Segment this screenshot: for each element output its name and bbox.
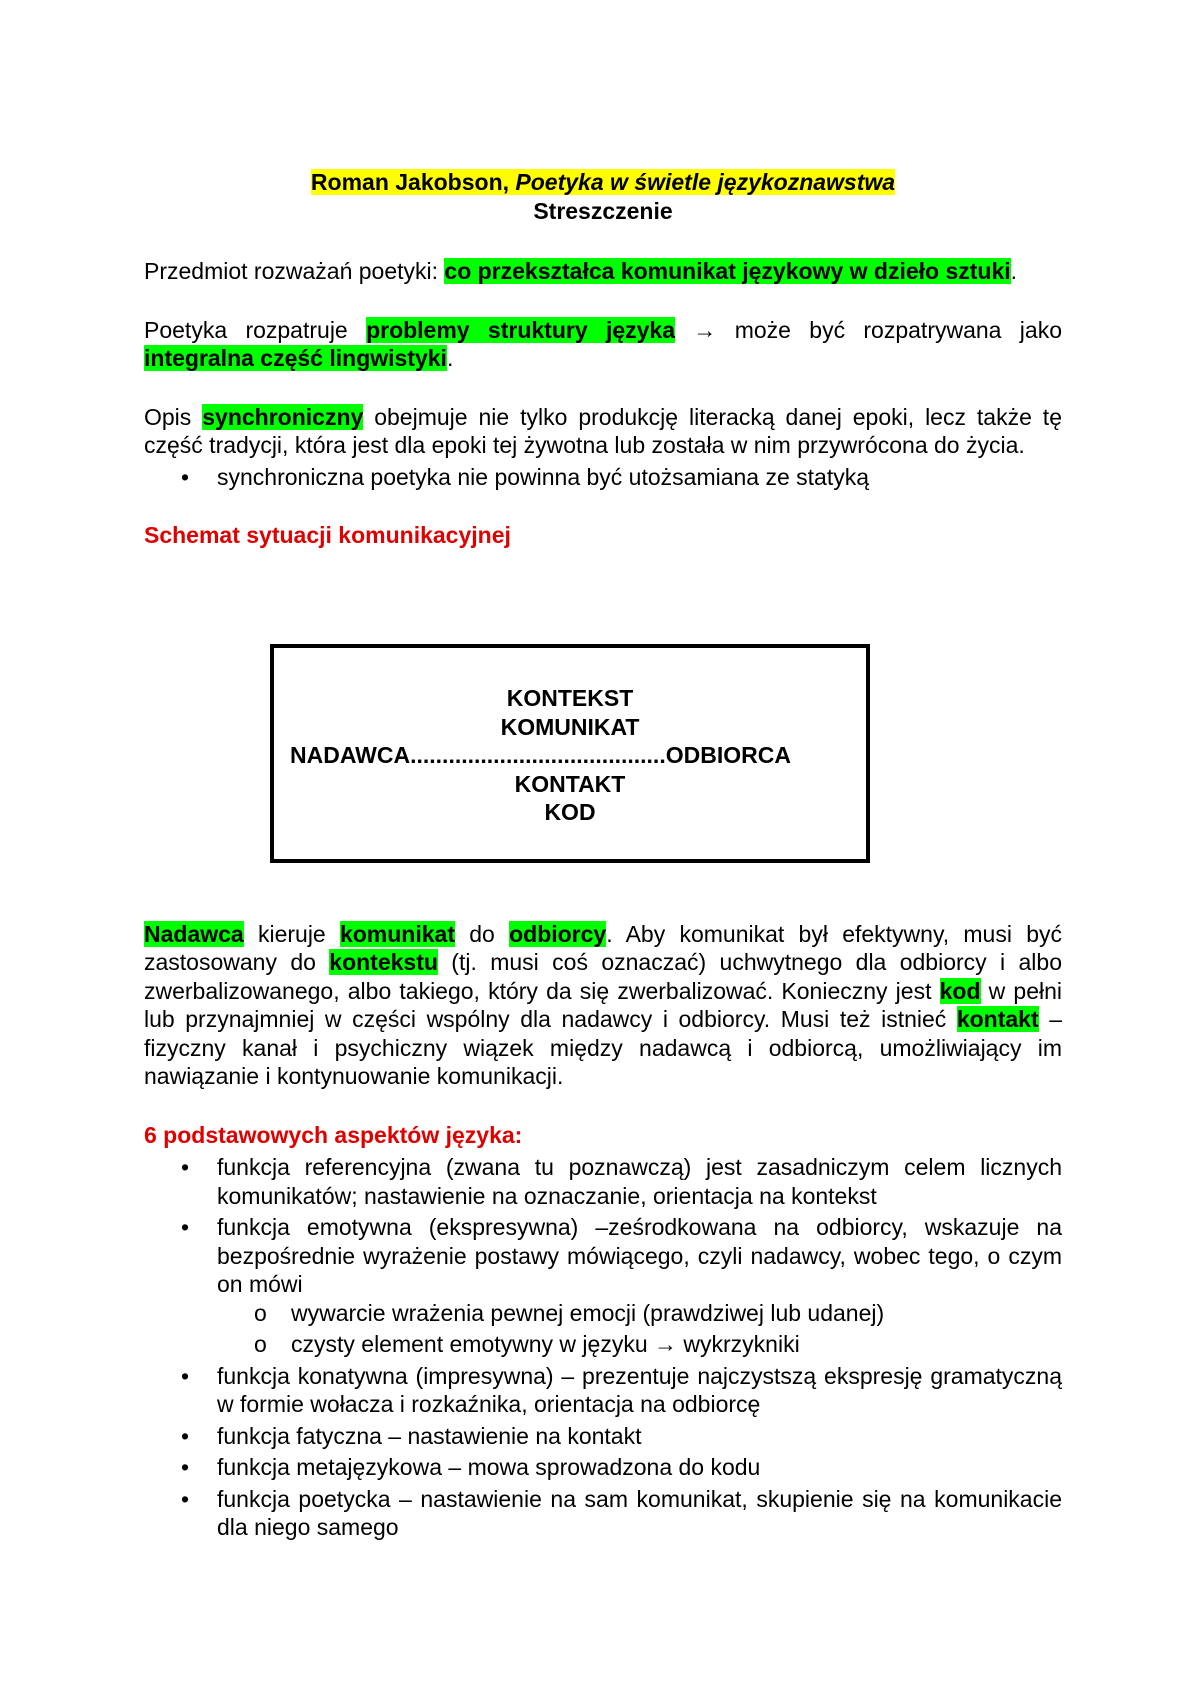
title-work: Poetyka w świetle językoznawstwa [515, 169, 896, 195]
text-span: (tj. musi coś oznaczać) uchwytnego dla odbiorcy i albo zwerbalizowanego, albo takiego, który da się zwerbalizować. Konieczny jest [144, 949, 1062, 1004]
list-item-text: funkcja emotywna (ekspresywna) –ześrodkowana na odbiorcy, wskazuje na bezpośrednie wyrażenie postawy mówiącego, czyli nadawcy, wobec tego, o czym on mówi [217, 1214, 1062, 1297]
list-item: • funkcja metajęzykowa – mowa sprowadzona do kodu [144, 1453, 1062, 1482]
highlight-span: kontakt [956, 1006, 1039, 1032]
communication-schema-box [270, 644, 870, 863]
schema-code: KOD [544, 799, 596, 825]
sub-item-text: wywarcie wrażenia pewnej emocji (prawdziwej lub udanej) [291, 1299, 885, 1326]
highlight-span: odbiorcy [509, 920, 607, 947]
paragraph-communication [144, 920, 1062, 1091]
text-span: do [455, 920, 510, 947]
schema-contact: KONTAKT [514, 770, 626, 797]
circle-bullet-icon: o [254, 1299, 267, 1326]
text-span: Przedmiot rozważań poetyki: [144, 258, 445, 284]
highlight-span: integralna część lingwistyki [144, 345, 447, 371]
highlight-span: kod [939, 977, 981, 1004]
highlight-span: synchroniczny [202, 403, 364, 430]
text-span: Opis [144, 403, 203, 430]
bullet-list-synchronic [144, 463, 1062, 492]
list-item: • funkcja referencyjna (zwana tu poznawczą) jest zasadniczym celem licznych komunikatów; nastawienie na oznaczanie, orientacja na kontekst [144, 1153, 1062, 1210]
sub-item-text: wykrzykniki [677, 1331, 800, 1357]
list-item: • synchroniczna poetyka nie powinna być utożsamiana ze statyką [144, 463, 1062, 492]
text-span: – fizyczny kanał i psychiczny wiązek między nadawcą i odbiorcą, umożliwiający im nawiązanie i kontynuowanie komunikacji. [144, 1006, 1062, 1089]
sub-list-item [144, 1330, 1062, 1359]
text-span: . Aby komunikat był efektywny, musi być zastosowany do [144, 920, 1062, 975]
text-span: obejmuje nie tylko produkcję literacką danej epoki, lecz także tę część tradycji, która jest dla epoki tej żywotna lub została w nim przywrócona do życia. [144, 403, 1062, 458]
sub-list-emotive [217, 1299, 1062, 1359]
schema-lines [274, 684, 866, 827]
list-item: • funkcja poetycka – nastawienie na sam komunikat, skupienie się na komunikacie dla niego samego [144, 1485, 1062, 1542]
arrow-right-icon: → [654, 1331, 678, 1357]
highlight-span: Nadawca [144, 920, 244, 947]
text-span: może być rozpatrywana jako [716, 316, 1062, 343]
text-span: . [446, 345, 454, 371]
paragraph-subject [144, 257, 1062, 286]
arrow-right-icon: → [693, 316, 717, 343]
highlight-span: problemy struktury języka [366, 316, 676, 343]
title-highlight [311, 169, 895, 195]
schema-message: KOMUNIKAT [500, 713, 640, 740]
schema-context: KONTEKST [506, 685, 634, 711]
paragraph-synchronic [144, 403, 1062, 460]
list-item: • funkcja konatywna (impresywna) – prezentuje najczystszą ekspresję gramatyczną w formie wołacza i rozkaźnika, orientacja na odbiorcę [144, 1362, 1062, 1419]
sub-list-item [144, 1299, 1062, 1328]
sub-item-text: czysty element emotywny w języku [291, 1331, 655, 1357]
schema-sender-receiver: NADAWCA........................................ODBIORCA [290, 742, 791, 768]
bullet-list-aspects [144, 1153, 1062, 1542]
paragraph-poetics [144, 316, 1062, 373]
text-span: Poetyka rozpatruje [144, 316, 367, 343]
document-subtitle: Streszczenie [533, 197, 673, 224]
highlight-span: co przekształca komunikat językowy w dzieło sztuki [444, 258, 1011, 284]
text-span: kieruje [243, 920, 340, 947]
list-item [144, 1213, 1062, 1359]
list-item: • funkcja fatyczna – nastawienie na kontakt [144, 1422, 1062, 1451]
highlight-span: kontekstu [329, 949, 438, 975]
circle-bullet-icon: o [254, 1331, 267, 1357]
title-author: Roman Jakobson, [310, 169, 516, 195]
text-span: w pełni lub przynajmniej w części wspólny dla nadawcy i odbiorcy. Musi też istnieć [144, 977, 1063, 1032]
text-span: . [1010, 258, 1018, 284]
document-title [144, 168, 1062, 197]
section-heading-schema: Schemat sytuacji komunikacyjnej [144, 522, 511, 548]
section-heading-aspects: 6 podstawowych aspektów języka: [144, 1121, 523, 1148]
highlight-span: komunikat [339, 920, 455, 947]
